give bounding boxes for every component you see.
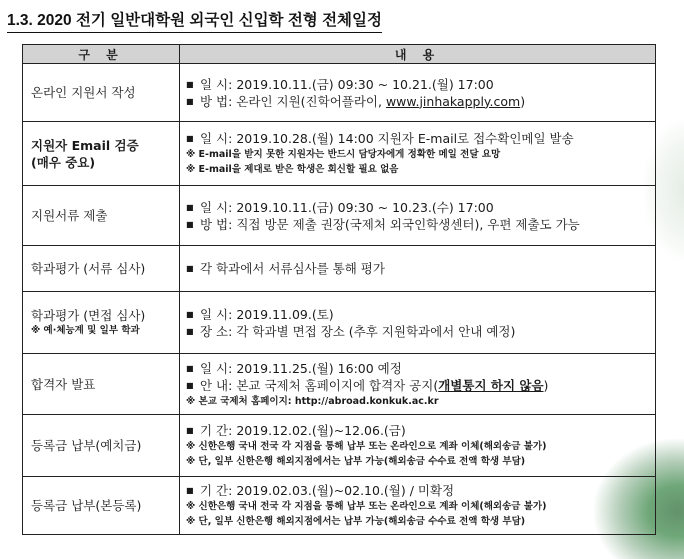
square-bullet-icon: ■ — [186, 380, 194, 390]
row-content — [180, 64, 656, 122]
content-note: ※ 신한은행 국내 전국 각 지점을 통해 납부 또는 온라인으로 계좌 이체(해외송금 불가) — [186, 501, 547, 512]
content-note: ※ 본교 국제처 홈페이지: http://abroad.konkuk.ac.kr — [186, 395, 439, 407]
table-row — [23, 64, 656, 122]
table-row — [23, 415, 656, 477]
row-item — [23, 246, 180, 292]
row-item — [23, 122, 180, 186]
table-row — [23, 292, 656, 354]
row-content — [180, 477, 656, 535]
row-item-label: 등록금 납부(본등록) — [31, 498, 142, 513]
content-line: ■ 장 소: 각 학과별 면접 장소 (추후 지원학과에서 안내 예정) — [186, 323, 516, 339]
row-item-label: 지원서류 제출 — [31, 208, 108, 223]
row-item-label: 지원자 Email 검증 — [31, 137, 139, 153]
content-line: ■ 일 시: 2019.10.11.(금) 09:30 ~ 10.21.(월) 17:00 — [186, 76, 494, 92]
content-line: ■ 일 시: 2019.11.09.(토) — [186, 306, 334, 322]
square-bullet-icon: ■ — [186, 486, 194, 495]
row-content — [180, 415, 656, 477]
row-content — [180, 292, 656, 354]
square-bullet-icon: ■ — [186, 96, 194, 106]
content-note: ※ E-mail을 받지 못한 지원자는 반드시 담당자에게 정확한 메일 전달 요망 — [186, 149, 501, 160]
header-content: 내 용 — [180, 45, 656, 64]
content-line: ■ 기 간: 2019.02.03.(월)~02.10.(월) / 미확정 — [186, 483, 455, 498]
square-bullet-icon: ■ — [186, 363, 194, 373]
row-content — [180, 186, 656, 246]
square-bullet-icon: ■ — [186, 426, 194, 435]
square-bullet-icon: ■ — [186, 309, 194, 319]
row-item-sublabel: (매우 중요) — [31, 154, 96, 170]
row-item — [23, 415, 180, 477]
table-row — [23, 354, 656, 415]
row-content — [180, 246, 656, 292]
row-item-note: ※ 예·체능계 및 일부 학과 — [31, 325, 140, 336]
content-line: ■ 안 내: 본교 국제처 홈페이지에 합격자 공지(개별통지 하지 않음) — [186, 377, 549, 393]
content-note: ※ 단, 일부 신한은행 해외지점에서는 납부 가능(해외송금 수수료 전액 학생 부담) — [186, 456, 526, 467]
table-row — [23, 246, 656, 292]
content-line: ■ 방 법: 직접 방문 제출 권장(국제처 외국인학생센터), 우편 제출도 가능 — [186, 216, 580, 232]
content-line: ■ 기 간: 2019.12.02.(월)~12.06.(금) — [186, 423, 406, 438]
square-bullet-icon: ■ — [186, 79, 194, 89]
content-line: ■ 방 법: 온라인 지원(진학어플라이, www.jinhakapply.com) — [186, 93, 526, 109]
row-item-label: 온라인 지원서 작성 — [31, 85, 136, 100]
row-item-label: 학과평가 (서류 심사) — [31, 261, 146, 276]
square-bullet-icon: ■ — [186, 134, 194, 143]
table-row — [23, 186, 656, 246]
content-note: ※ 단, 일부 신한은행 해외지점에서는 납부 가능(해외송금 수수료 전액 학생 부담) — [186, 516, 526, 527]
row-item — [23, 64, 180, 122]
jinhakapply-link[interactable]: www.jinhakapply.com — [385, 93, 521, 109]
table-header-row — [23, 45, 656, 64]
no-individual-notice-emphasis: 개별통지 하지 않음 — [438, 377, 544, 393]
content-line: ■ 일 시: 2019.11.25.(월) 16:00 예정 — [186, 360, 402, 376]
square-bullet-icon: ■ — [186, 264, 194, 273]
row-item-label: 등록금 납부(예치금) — [31, 438, 142, 453]
square-bullet-icon: ■ — [186, 326, 194, 336]
page-title: 1.3. 2020 전기 일반대학원 외국인 신입학 전형 전체일정 — [7, 8, 382, 33]
content-line: ■ 각 학과에서 서류심사를 통해 평가 — [186, 261, 385, 276]
square-bullet-icon: ■ — [186, 219, 194, 229]
row-item-label: 합격자 발표 — [31, 376, 96, 392]
row-item — [23, 354, 180, 415]
header-category: 구 분 — [23, 45, 180, 64]
row-item — [23, 292, 180, 354]
row-item-label: 학과평가 (면접 심사) — [31, 308, 146, 323]
schedule-table — [22, 44, 656, 535]
table-row — [23, 122, 656, 186]
row-content — [180, 122, 656, 186]
content-note: ※ 신한은행 국내 전국 각 지점을 통해 납부 또는 온라인으로 계좌 이체(해외송금 불가) — [186, 441, 547, 452]
row-item — [23, 477, 180, 535]
table-row — [23, 477, 656, 535]
content-note: ※ E-mail을 제대로 받은 학생은 회신할 필요 없음 — [186, 164, 399, 175]
row-item — [23, 186, 180, 246]
row-content — [180, 354, 656, 415]
content-line: ■ 일 시: 2019.10.11.(금) 09:30 ~ 10.23.(수) 17:00 — [186, 199, 494, 215]
square-bullet-icon: ■ — [186, 202, 194, 212]
content-line: ■ 일 시: 2019.10.28.(월) 14:00 지원자 E-mail로 접수확인메일 발송 — [186, 131, 574, 146]
